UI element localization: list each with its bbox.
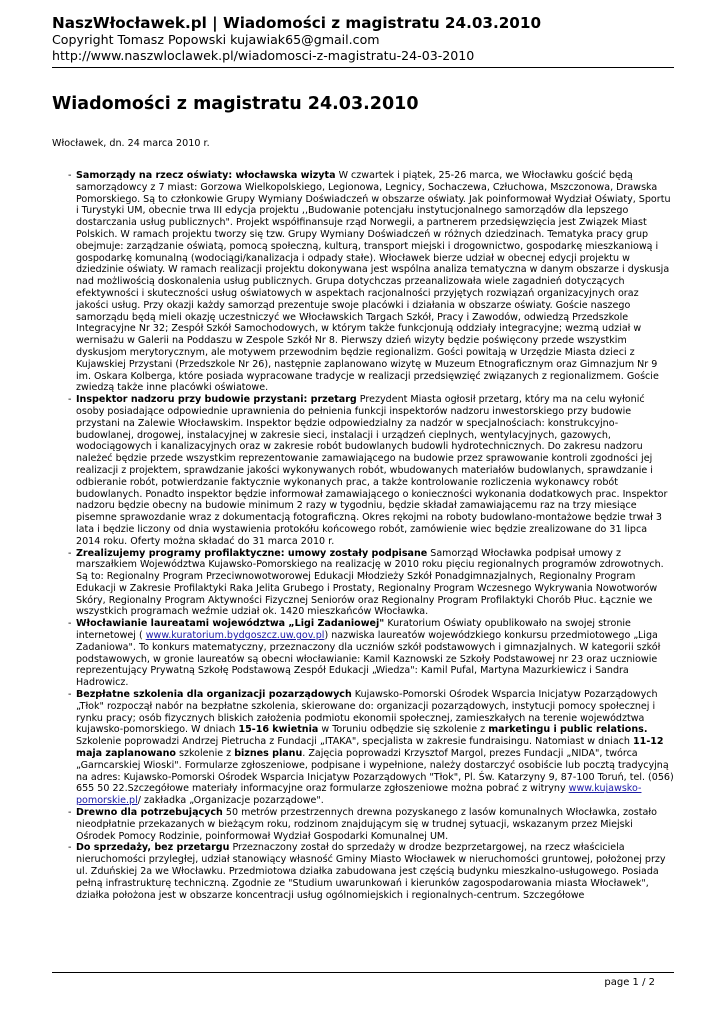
page-title: Wiadomości z magistratu 24.03.2010 (52, 94, 419, 114)
header-site-title: NaszWłocławek.pl | Wiadomości z magistratu 24.03.2010 (52, 14, 542, 32)
list-item: - Włocławianie laureatami województwa „Ligi Zadaniowej" Kuratorium Oświaty opublikowało na swojej stronie internetowej ( www.kuratorium.bydgoszcz.uw.gov.pl) nazwiska laureatów wojewódzkiego konkursu przedmiotowego „Liga Zadaniowa". To konkurs matematyczny, przeznaczony dla uczniów szkół podstawowych i gimnazjalnych. W kategorii szkół podstawowych, w gronie laureatów są obecni włocławianie: Kamil Kaznowski ze Szkoły Podstawowej nr 23 oraz uczniowie reprezentujący Prywatną Szkołę Podstawową Zespół Edukacji „Wiedza": Kamil Pufal, Martyna Mazurkiewicz i Sandra Hadrowicz. (68, 618, 661, 689)
item-heading: Samorządy na rzecz oświaty: włocławska wizyta (76, 170, 336, 181)
list-item: - Drewno dla potrzebujących 50 metrów przestrzennych drewna pozyskanego z lasów komunalnych Włocławka, zostało nieodpłatnie przekazanych w bieżącym roku, rodzinom znajdującym się w trudnej sytuacji, wskazanym przez Miejski Ośrodek Pomocy Rodzinie, poinformował Wydział Gospodarki Komunalnej UM. (68, 807, 657, 842)
item-bold: 15-16 kwietnia (238, 724, 319, 736)
item-text: Przeznaczony został do sprzedaży w drodze bezprzetargowej, na rzecz właściciela nieruchomości przyległej, udział stanowiący własność Gminy Miasto Włocławek w nieruchomości gruntowej, położonej przy ul. Zduńskiej 2a we Włocławku. Przedmiotowa działka zabudowana jest częścią budynku mieszkalno-usługowego. Posiada pełną infrastrukturę techniczną. Zgodnie ze "Studium uwarunkowań i kierunków zagospodarowania miasta Włocławek", działka położona jest w obszarze koncentracji usług ogólnomiejskich i regionalnych-centrum. Szczegółowe (76, 842, 666, 901)
item-text: . Zajęcia poprowadzi Krzysztof Margol, prezes Fundacji „NIDA", twórca „Garncarskiej Wioski". Formularze zgłoszeniowe, podpisane i wypełnione, należy dostarczyć osobiście lub pocztą tradycyjną na adres: Kujawsko-Pomorski Ośrodek Wsparcia Inicjatyw Pozarządowych "Tłok", Pl. Św. Katarzyny 9, 87-100 Toruń, tel. (056) 655 50 22.Szczegółowe materiały informacyjne oraz formularze zgłoszeniowe można pobrać z witryny (76, 748, 674, 795)
item-text: / zakładka „Organizacje pozarządowe". (137, 795, 324, 807)
news-list (68, 170, 674, 901)
item-text: Szkolenie poprowadzi Andrzej Pietrucha z Fundacji „ITAKA", specjalista w zakresie fundraisingu. Natomiast w dniach (76, 736, 634, 748)
list-item: - Samorządy na rzecz oświaty: włocławska wizyta W czwartek i piątek, 25-26 marca, we Włocławku gościć będą samorządowcy z 7 miast: Gorzowa Wielkopolskiego, Legionowa, Legnicy, Sochaczewa, Człuchowa, Mszczonowa, Drawska Pomorskiego. Są to członkowie Grupy Wymiany Doświadczeń w obszarze oświaty. Jak poinformował Wydział Oświaty, Sportu i Turystyki UM, obecnie trwa III edycja projektu ,,Budowanie potencjału instytucjonalnego samorządów dla lepszego dostarczania usług publicznych". Projekt współfinansuje rząd Norwegii, a partnerem przedsięwzięcia jest Związek Miast Polskich. W ramach projektu tworzy się tzw. Grupy Wymiany Doświadczeń w różnych dziedzinach. Tematyka pracy grup obejmuje: zarządzanie oświatą, pomocą społeczną, kulturą, transport miejski i drogownictwo, gospodarkę mieszkaniową i gospodarkę komunalną (wodociągi/kanalizacja i odpady stałe). Włocławek bierze udział w obecnej edycji projektu w dziedzinie oświaty. W ramach realizacji projektu dokonywana jest wspólna analiza tematyczna w danym obszarze i dyskusja nad możliwością doskonalenia usług publicznych. Grupa dotychczas przeanalizowała wiele zagadnień dotyczących efektywności i skuteczności usług oświatowych w aspektach racjonalności przyjętych rozwiązań organizacyjnych oraz jakości usług. Przy okazji każdy samorząd prezentuje swoje placówki i działania w obszarze oświaty. Goście naszego samorządu będą mieli okazję uczestniczyć we Włocławskich Targach Szkół, Pracy i Zawodów, odwiedzą Przedszkole Integracyjne Nr 32; Zespół Szkół Samochodowych, w którym także funkcjonują oddziały integracyjne; wezmą udział w wernisażu w Galerii na Poddaszu w Zespole Szkół Nr 8. Pierwszy dzień wizyty będzie poświęcony przede wszystkim dyskusjom merytorycznym, ale motywem przewodnim będzie regionalizm. Gości powitają w Urzędzie Miasta dzieci z Kujawskiej Przystani (Przedszkole Nr 26), następnie zaplanowano wizytę w Muzeum Etnograficznym oraz Gimnazjum Nr 9 im. Oskara Kolberga, które posiada wypracowane tradycje w realizacji przedsięwzięć związanych z regionalizmem. Goście zwiedzą także inne placówki oświatowe. (68, 170, 671, 394)
item-text: 50 metrów przestrzennych drewna pozyskanego z lasów komunalnych Włocławka, zostało nieodpłatnie przekazanych w bieżącym roku, rodzinom znajdującym się w trudnej sytuacji, wskazanym przez Miejski Ośrodek Pomocy Rodzinie, poinformował Wydział Gospodarki Komunalnej UM. (76, 807, 657, 842)
list-item: - Inspektor nadzoru przy budowie przystani: przetarg Prezydent Miasta ogłosił przetarg, który ma na celu wyłonić osoby posiadające odpowiednie uprawnienia do pełnienia funkcji inspektorów nadzoru inwestorskiego przy budowie przystani na Zalewie Włocławskim. Inspektor będzie odpowiedzialny za nadzór w specjalnościach: konstrukcyjno-budowlanej, drogowej, instalacyjnej w zakresie sieci, instalacji i urządzeń cieplnych, wentylacyjnych, gazowych, wodociągowych i kanalizacyjnych oraz w zakresie robót budowlanych budowli hydrotechnicznych. Do zakresu nadzoru należeć będzie przede wszystkim reprezentowanie zamawiającego na budowie przez sprawowanie kontroli zgodności jej realizacji z projektem, sprawdzanie jakości wykonywanych robót, wbudowanych materiałów budowlanych, sprawdzanie i odbieranie robót, potwierdzanie faktycznie wykonanych prac, a także kontrolowanie rozliczenia wykonawcy robót budowlanych. Ponadto inspektor będzie informował zamawiającego o konieczności wykonania dodatkowych prac. Inspektor nadzoru będzie obecny na budowie minimum 2 razy w tygodniu, będzie składał zamawiającemu raz na trzy miesiące pisemne sprawozdanie wraz z dokumentacją fotograficzną. Okres rękojmi na roboty budowlano-montażowe będzie trwał 3 lata i będzie liczony od dnia wystawienia protokółu końcowego robót, zamówienie wiec będzie zrealizowane do 31 lipca 2014 roku. Oferty można składać do 31 marca 2010 r. (68, 394, 668, 547)
list-item: - Zrealizujemy programy profilaktyczne: umowy zostały podpisane Samorząd Włocławka podpisał umowy z marszałkiem Województwa Kujawsko-Pomorskiego na realizację w 2010 roku pięciu regionalnych programów zdrowotnych. Są to: Regionalny Program Przeciwnowotworowej Edukacji Młodzieży Szkół Ponadgimnazjalnych, Regionalny Program Edukacji w Zakresie Profilaktyki Raka Jelita Grubego i Prostaty, Regionalny Program Wczesnego Wykrywania Nowotworów Skóry, Regionalny Program Aktywności Fizycznej Seniorów oraz Regionalny Program Profilaktyki Chorób Płuc. Łącznie we wszystkich programach weźmie udział ok. 1420 mieszkańców Włocławka. (68, 547, 664, 618)
item-heading: Zrealizujemy programy profilaktyczne: umowy zostały podpisane (76, 547, 428, 559)
kuratorium-link[interactable]: www.kuratorium.bydgoszcz.uw.gov.pl (145, 630, 325, 642)
item-heading: Bezpłatne szkolenia dla organizacji pozarządowych (76, 689, 352, 701)
item-text: Kuratorium Oświaty opublikowało na swojej stronie internetowej ( (76, 618, 631, 642)
item-heading: Włocławianie laureatami województwa „Ligi Zadaniowej" (76, 618, 385, 630)
kujawsko-pomorskie-link[interactable]: www.kujawsko-pomorskie.pl (76, 783, 642, 807)
item-text: Kujawsko-Pomorski Ośrodek Wsparcia Inicjatyw Pozarządowych „Tłok" rozpoczął nabór na bezpłatne szkolenia, skierowane do: organizacji pozarządowych, instytucji pomocy społecznej i rynku pracy; osób fizycznych bliskich założenia podmiotu ekonomii społecznej, zamieszkałych na terenie województwa kujawsko-pomorskiego. W dniach (76, 689, 658, 736)
item-heading: Inspektor nadzoru przy budowie przystani: przetarg (76, 394, 357, 406)
header-copyright: Copyright Tomasz Popowski kujawiak65@gmail.com (52, 32, 380, 47)
item-bold: biznes planu (234, 748, 303, 760)
item-heading: Drewno dla potrzebujących (76, 807, 223, 819)
dateline: Włocławek, dn. 24 marca 2010 r. (52, 138, 210, 149)
list-item: - Do sprzedaży, bez przetargu Przeznaczony został do sprzedaży w drodze bezprzetargowej, na rzecz właściciela nieruchomości przyległej, udział stanowiący własność Gminy Miasto Włocławek w nieruchomości gruntowej, położonej przy ul. Zduńskiej 2a we Włocławku. Przedmiotowa działka zabudowana jest częścią budynku mieszkalno-usługowego. Posiada pełną infrastrukturę techniczną. Zgodnie ze "Studium uwarunkowań i kierunków zagospodarowania miasta Włocławek", działka położona jest w obszarze koncentracji usług ogólnomiejskich i regionalnych-centrum. Szczegółowe (68, 842, 666, 901)
item-text: W czwartek i piątek, 25-26 marca, we Włocławku gościć będą samorządowcy z 7 miast: Gorzowa Wielkopolskiego, Legionowa, Legnicy, Sochaczewa, Człuchowa, Mszczonowa, Drawska Pomorskiego. Są to członkowie Grupy Wymiany Doświadczeń w obszarze oświaty. Jak poinformował Wydział Oświaty, Sportu i Turystyki UM, obecnie trwa III edycja projektu ,,Budowanie potencjału instytucjonalnego samorządów dla lepszego dostarczania usług publicznych". Projekt współfinansuje rząd Norwegii, a partnerem przedsięwzięcia jest Związek Miast Polskich. W ramach projektu tworzy się tzw. Grupy Wymiany Doświadczeń w różnych dziedzinach. Tematyka pracy grup obejmuje: zarządzanie oświatą, pomocą społeczną, kulturą, transport miejski i drogownictwo, gospodarkę mieszkaniową i gospodarkę komunalną (wodociągi/kanalizacja i odpady stałe). Włocławek bierze udział w obecnej edycji projektu w dziedzinie oświaty. W ramach realizacji projektu dokonywana jest wspólna analiza tematyczna w danym obszarze i dyskusja nad możliwością doskonalenia usług publicznych. Grupa dotychczas przeanalizowała wiele zagadnień dotyczących efektywności i skuteczności usług oświatowych w aspektach racjonalności przyjętych rozwiązań organizacyjnych oraz jakości usług. Przy okazji każdy samorząd prezentuje swoje placówki i działania w obszarze oświaty. Goście naszego samorządu będą mieli okazję uczestniczyć we Włocławskich Targach Szkół, Pracy i Zawodów, odwiedzą Przedszkole Integracyjne Nr 32; Zespół Szkół Samochodowych, w którym także funkcjonują oddziały integracyjne; wezmą udział w wernisażu w Galerii na Poddaszu w Zespole Szkół Nr 8. Pierwszy dzień wizyty będzie poświęcony przede wszystkim dyskusjom merytorycznym, ale motywem przewodnim będzie regionalizm. Gości powitają w Urzędzie Miasta dzieci z Kujawskiej Przystani (Przedszkole Nr 26), następnie zaplanowano wizytę w Muzeum Etnograficznym oraz Gimnazjum Nr 9 im. Oskara Kolberga, które posiada wypracowane tradycje w realizacji przedsięwzięć związanych z regionalizmem. Goście zwiedzą także inne placówki oświatowe. (76, 170, 671, 394)
document-header (52, 15, 674, 64)
item-bold: 11-12 maja zaplanowano (76, 736, 664, 760)
item-text: szkolenie z (175, 748, 235, 760)
item-text: Prezydent Miasta ogłosił przetarg, który ma na celu wyłonić osoby posiadające odpowiednie uprawnienia do pełnienia funkcji inspektorów nadzoru inwestorskiego przy budowie przystani na Zalewie Włocławskim. Inspektor będzie odpowiedzialny za nadzór w specjalnościach: konstrukcyjno-budowlanej, drogowej, instalacyjnej w zakresie sieci, instalacji i urządzeń cieplnych, wentylacyjnych, gazowych, wodociągowych i kanalizacyjnych oraz w zakresie robót budowlanych budowli hydrotechnicznych. Do zakresu nadzoru należeć będzie przede wszystkim reprezentowanie zamawiającego na budowie przez sprawowanie kontroli zgodności jej realizacji z projektem, sprawdzanie jakości wykonywanych robót, wbudowanych materiałów budowlanych, sprawdzanie i odbieranie robót, potwierdzanie faktycznie wykonanych prac, a także kontrolowanie rozliczenia wykonawcy robót budowlanych. Ponadto inspektor będzie informował zamawiającego o konieczności wykonania dodatkowych prac. Inspektor nadzoru będzie obecny na budowie minimum 2 razy w tygodniu, będzie składał zamawiającemu raz na trzy miesiące pisemne sprawozdanie wraz z dokumentacją fotograficzną. Okres rękojmi na roboty budowlano-montażowe będzie trwał 3 lata i będzie liczony od dnia wystawienia protokółu końcowego robót, zamówienie wiec będzie zrealizowane do 31 lipca 2014 roku. Oferty można składać do 31 marca 2010 r. (76, 394, 668, 547)
list-item: - Bezpłatne szkolenia dla organizacji pozarządowych Kujawsko-Pomorski Ośrodek Wsparcia Inicjatyw Pozarządowych „Tłok" rozpoczął nabór na bezpłatne szkolenia, skierowane do: organizacji pozarządowych, instytucji pomocy społecznej i rynku pracy; osób fizycznych bliskich założenia podmiotu ekonomii społecznej, zamieszkałych na terenie województwa kujawsko-pomorskiego. W dniach 15-16 kwietnia w Toruniu odbędzie się szkolenie z marketingu i public relations. Szkolenie poprowadzi Andrzej Pietrucha z Fundacji „ITAKA", specjalista w zakresie fundraisingu. Natomiast w dniach 11-12 maja zaplanowano szkolenie z biznes planu. Zajęcia poprowadzi Krzysztof Margol, prezes Fundacji „NIDA", twórca „Garncarskiej Wioski". Formularze zgłoszeniowe, podpisane i wypełnione, należy dostarczyć osobiście lub pocztą tradycyjną na adres: Kujawsko-Pomorski Ośrodek Wsparcia Inicjatyw Pozarządowych "Tłok", Pl. Św. Katarzyny 9, 87-100 Toruń, tel. (056) 655 50 22.Szczegółowe materiały informacyjne oraz formularze zgłoszeniowe można pobrać z witryny www.kujawsko-pomorskie.pl/ zakładka „Organizacje pozarządowe". (68, 689, 674, 807)
item-text: w Toruniu odbędzie się szkolenie z (318, 724, 489, 736)
item-heading: Do sprzedaży, bez przetargu (76, 842, 230, 854)
header-url: http://www.naszwloclawek.pl/wiadomosci-z-magistratu-24-03-2010 (52, 48, 475, 63)
item-bold: marketingu i public relations. (488, 724, 648, 736)
footer-divider (52, 972, 674, 973)
item-text: ) nazwiska laureatów wojewódzkiego konkursu przedmiotowego „Liga Zadaniowa". To konkurs matematyczny, przeznaczony dla uczniów szkół podstawowych i gimnazjalnych. W kategorii szkół podstawowych, w gronie laureatów są obecni włocławianie: Kamil Kaznowski ze Szkoły Podstawowej nr 23 oraz uczniowie reprezentujący Prywatną Szkołę Podstawową Zespół Edukacji „Wiedza": Kamil Pufal, Martyna Mazurkiewicz i Sandra Hadrowicz. (76, 630, 661, 689)
page-number: page 1 / 2 (604, 977, 655, 988)
header-divider (52, 67, 674, 68)
item-text: Samorząd Włocławka podpisał umowy z marszałkiem Województwa Kujawsko-Pomorskiego na realizację w 2010 roku pięciu regionalnych programów zdrowotnych. Są to: Regionalny Program Przeciwnowotworowej Edukacji Młodzieży Szkół Ponadgimnazjalnych, Regionalny Program Edukacji w Zakresie Profilaktyki Raka Jelita Grubego i Prostaty, Regionalny Program Wczesnego Wykrywania Nowotworów Skóry, Regionalny Program Aktywności Fizycznej Seniorów oraz Regionalny Program Profilaktyki Chorób Płuc. Łącznie we wszystkich programach weźmie udział ok. 1420 mieszkańców Włocławka. (76, 547, 664, 618)
